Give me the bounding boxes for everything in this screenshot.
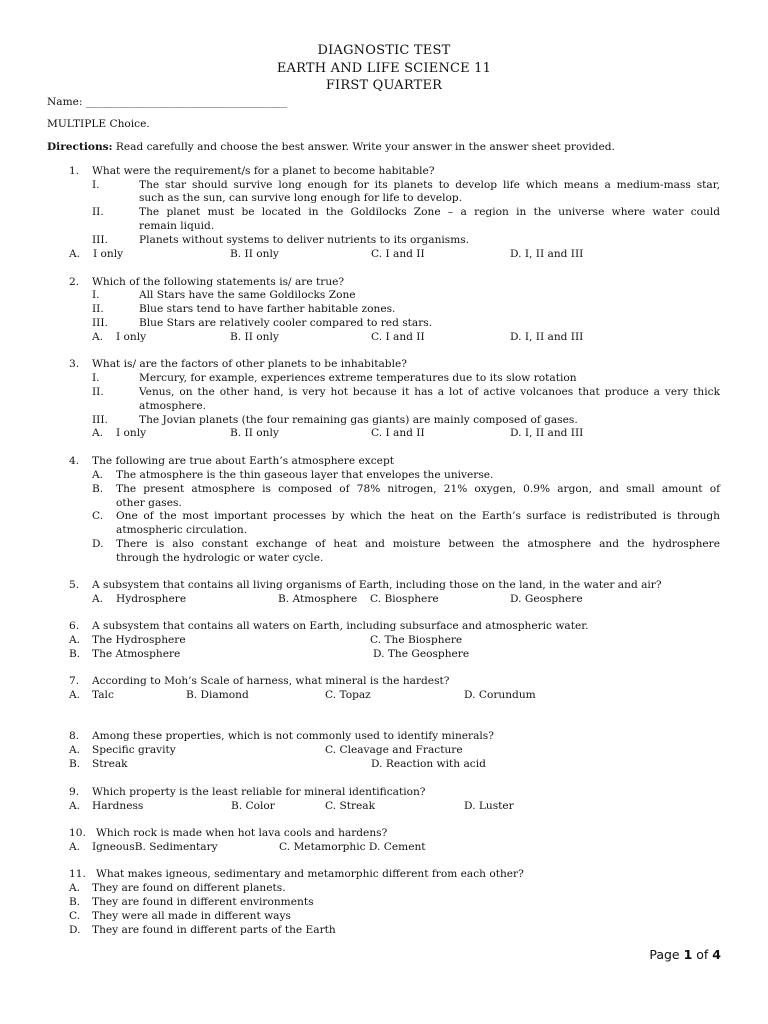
question-number: 11. (69, 868, 86, 880)
option-c: C. Biosphere (370, 593, 439, 605)
title-line-2: EARTH AND LIFE SCIENCE 11 (276, 61, 492, 76)
option-a: I only (116, 331, 147, 343)
statement-text: Blue Stars are relatively cooler compared to red stars. (139, 317, 433, 329)
option-text: There is also constant exchange of heat and moisture between the atmosphere and the hydrosphere (116, 538, 720, 550)
roman-numeral: III. (92, 234, 108, 246)
option-a: Specific gravity (92, 744, 176, 756)
title-line-3: FIRST QUARTER (325, 78, 443, 93)
option-text: They are found on different planets. (92, 882, 286, 894)
option-b: B. II only (230, 331, 279, 343)
option-letter: A. (69, 689, 81, 701)
section-label: MULTIPLE Choice. (47, 118, 150, 130)
option-letter: A. (69, 882, 81, 894)
option-letter: A. (92, 427, 104, 439)
option-d: D. Reaction with acid (371, 758, 486, 770)
statement-text: The star should survive long enough for its planets to develop life which means a medium-mass star, (139, 179, 720, 191)
option-text-cont: through the hydrologic or water cycle. (116, 552, 324, 564)
option-letter: A. (69, 634, 81, 646)
option-b: Streak (92, 758, 128, 770)
roman-numeral: III. (92, 317, 108, 329)
statement-text-cont: such as the sun, can survive long enough for life to develop. (139, 192, 463, 204)
option-letter: C. (69, 910, 81, 922)
option-c: C. I and II (371, 427, 425, 439)
option-a: I only (93, 248, 124, 260)
option-d: D. I, II and III (510, 427, 584, 439)
question-number: 9. (69, 786, 80, 798)
option-c-d: C. Metamorphic D. Cement (279, 841, 426, 853)
roman-numeral: II. (92, 206, 104, 218)
option-letter: C. (92, 510, 104, 522)
option-letter: D. (92, 538, 104, 550)
option-letter: B. (69, 896, 81, 908)
roman-numeral: I. (92, 179, 100, 191)
question-number: 4. (69, 455, 80, 467)
statement-text: Mercury, for example, experiences extreme temperatures due to its slow rotation (139, 372, 577, 384)
option-b: B. Atmosphere (278, 593, 358, 605)
option-letter: A. (92, 331, 104, 343)
directions-label: Directions: (47, 141, 113, 153)
roman-numeral: II. (92, 303, 104, 315)
option-d: D. Corundum (464, 689, 536, 701)
name-field[interactable]: Name: ______________________________________ (47, 96, 288, 108)
option-a: The Hydrosphere (92, 634, 186, 646)
question-number: 1. (69, 165, 80, 177)
option-letter: A. (92, 469, 104, 481)
statement-text: Venus, on the other hand, is very hot because it has a lot of active volcanoes that produce a very thick (139, 386, 720, 398)
option-letter: A. (69, 744, 81, 756)
option-text: The atmosphere is the thin gaseous layer that envelopes the universe. (116, 469, 494, 481)
question-text: Which of the following statements is/ are true? (92, 276, 345, 288)
roman-numeral: III. (92, 414, 108, 426)
option-letter: B. (69, 648, 81, 660)
option-c: C. Cleavage and Fracture (325, 744, 463, 756)
question-text: What is/ are the factors of other planets to be inhabitable? (92, 358, 407, 370)
question-number: 7. (69, 675, 80, 687)
option-d: D. I, II and III (510, 248, 584, 260)
option-a-b: IgneousB. Sedimentary (92, 841, 218, 853)
option-b: B. II only (230, 248, 279, 260)
page-prefix: Page (649, 947, 684, 962)
option-letter: B. (69, 758, 81, 770)
option-b: B. Diamond (186, 689, 249, 701)
question-text: The following are true about Earth’s atmosphere except (92, 455, 394, 467)
question-text: A subsystem that contains all living organisms of Earth, including those on the land, in the water and air? (92, 579, 662, 591)
statement-text: The Jovian planets (the four remaining gas giants) are mainly composed of gases. (139, 414, 578, 426)
option-text: The present atmosphere is composed of 78% nitrogen, 21% oxygen, 0.9% argon, and small amount of (116, 483, 720, 495)
question-number: 10. (69, 827, 86, 839)
option-a: I only (116, 427, 147, 439)
question-number: 5. (69, 579, 80, 591)
option-b: The Atmosphere (92, 648, 181, 660)
statement-text: All Stars have the same Goldilocks Zone (139, 289, 356, 301)
option-c: C. Topaz (325, 689, 371, 701)
option-text: They were all made in different ways (92, 910, 291, 922)
option-text: They are found in different parts of the Earth (92, 924, 336, 936)
option-text: They are found in different environments (92, 896, 314, 908)
option-letter: A. (69, 248, 81, 260)
question-number: 8. (69, 730, 80, 742)
option-c: C. Streak (325, 800, 376, 812)
statement-text-cont: atmosphere. (139, 400, 207, 412)
option-letter: D. (69, 924, 81, 936)
question-text: What were the requirement/s for a planet to become habitable? (92, 165, 435, 177)
page-total: 4 (712, 947, 721, 962)
option-a: Talc (92, 689, 114, 701)
page-of: of (692, 947, 713, 962)
option-b: B. II only (230, 427, 279, 439)
directions (47, 141, 615, 154)
option-letter: A. (69, 841, 81, 853)
option-c: C. I and II (371, 248, 425, 260)
question-number: 6. (69, 620, 80, 632)
question-text: Which rock is made when hot lava cools and hardens? (96, 827, 388, 839)
page-number (649, 947, 721, 962)
option-d: D. I, II and III (510, 331, 584, 343)
option-a: Hydrosphere (116, 593, 187, 605)
question-number: 2. (69, 276, 80, 288)
question-text: According to Moh’s Scale of harness, what mineral is the hardest? (92, 675, 450, 687)
option-text-cont: other gases. (116, 497, 182, 509)
option-letter: A. (92, 593, 104, 605)
option-b: B. Color (231, 800, 275, 812)
option-text: One of the most important processes by which the heat on the Earth’s surface is redistributed is through (116, 510, 720, 522)
roman-numeral: II. (92, 386, 104, 398)
option-d: D. Luster (464, 800, 514, 812)
page-current: 1 (683, 947, 693, 962)
option-letter: A. (69, 800, 81, 812)
option-d: D. Geosphere (510, 593, 583, 605)
roman-numeral: I. (92, 289, 100, 301)
option-a: Hardness (92, 800, 144, 812)
question-text: Which property is the least reliable for mineral identification? (92, 786, 426, 798)
statement-text: The planet must be located in the Goldilocks Zone – a region in the universe where water could (139, 206, 720, 218)
option-d: D. The Geosphere (373, 648, 470, 660)
question-number: 3. (69, 358, 80, 370)
roman-numeral: I. (92, 372, 100, 384)
question-text: Among these properties, which is not commonly used to identify minerals? (92, 730, 494, 742)
option-letter: B. (92, 483, 104, 495)
statement-text: Blue stars tend to have farther habitable zones. (139, 303, 396, 315)
question-text: A subsystem that contains all waters on Earth, including subsurface and atmospheric water. (92, 620, 589, 632)
directions-text: Read carefully and choose the best answer. Write your answer in the answer sheet provided. (112, 141, 615, 153)
question-text: What makes igneous, sedimentary and metamorphic different from each other? (96, 868, 524, 880)
option-text-cont: atmospheric circulation. (116, 524, 248, 536)
statement-text: Planets without systems to deliver nutrients to its organisms. (139, 234, 470, 246)
statement-text-cont: remain liquid. (139, 220, 215, 232)
option-c: C. I and II (371, 331, 425, 343)
option-c: C. The Biosphere (370, 634, 463, 646)
title-line-1: DIAGNOSTIC TEST (317, 43, 451, 58)
